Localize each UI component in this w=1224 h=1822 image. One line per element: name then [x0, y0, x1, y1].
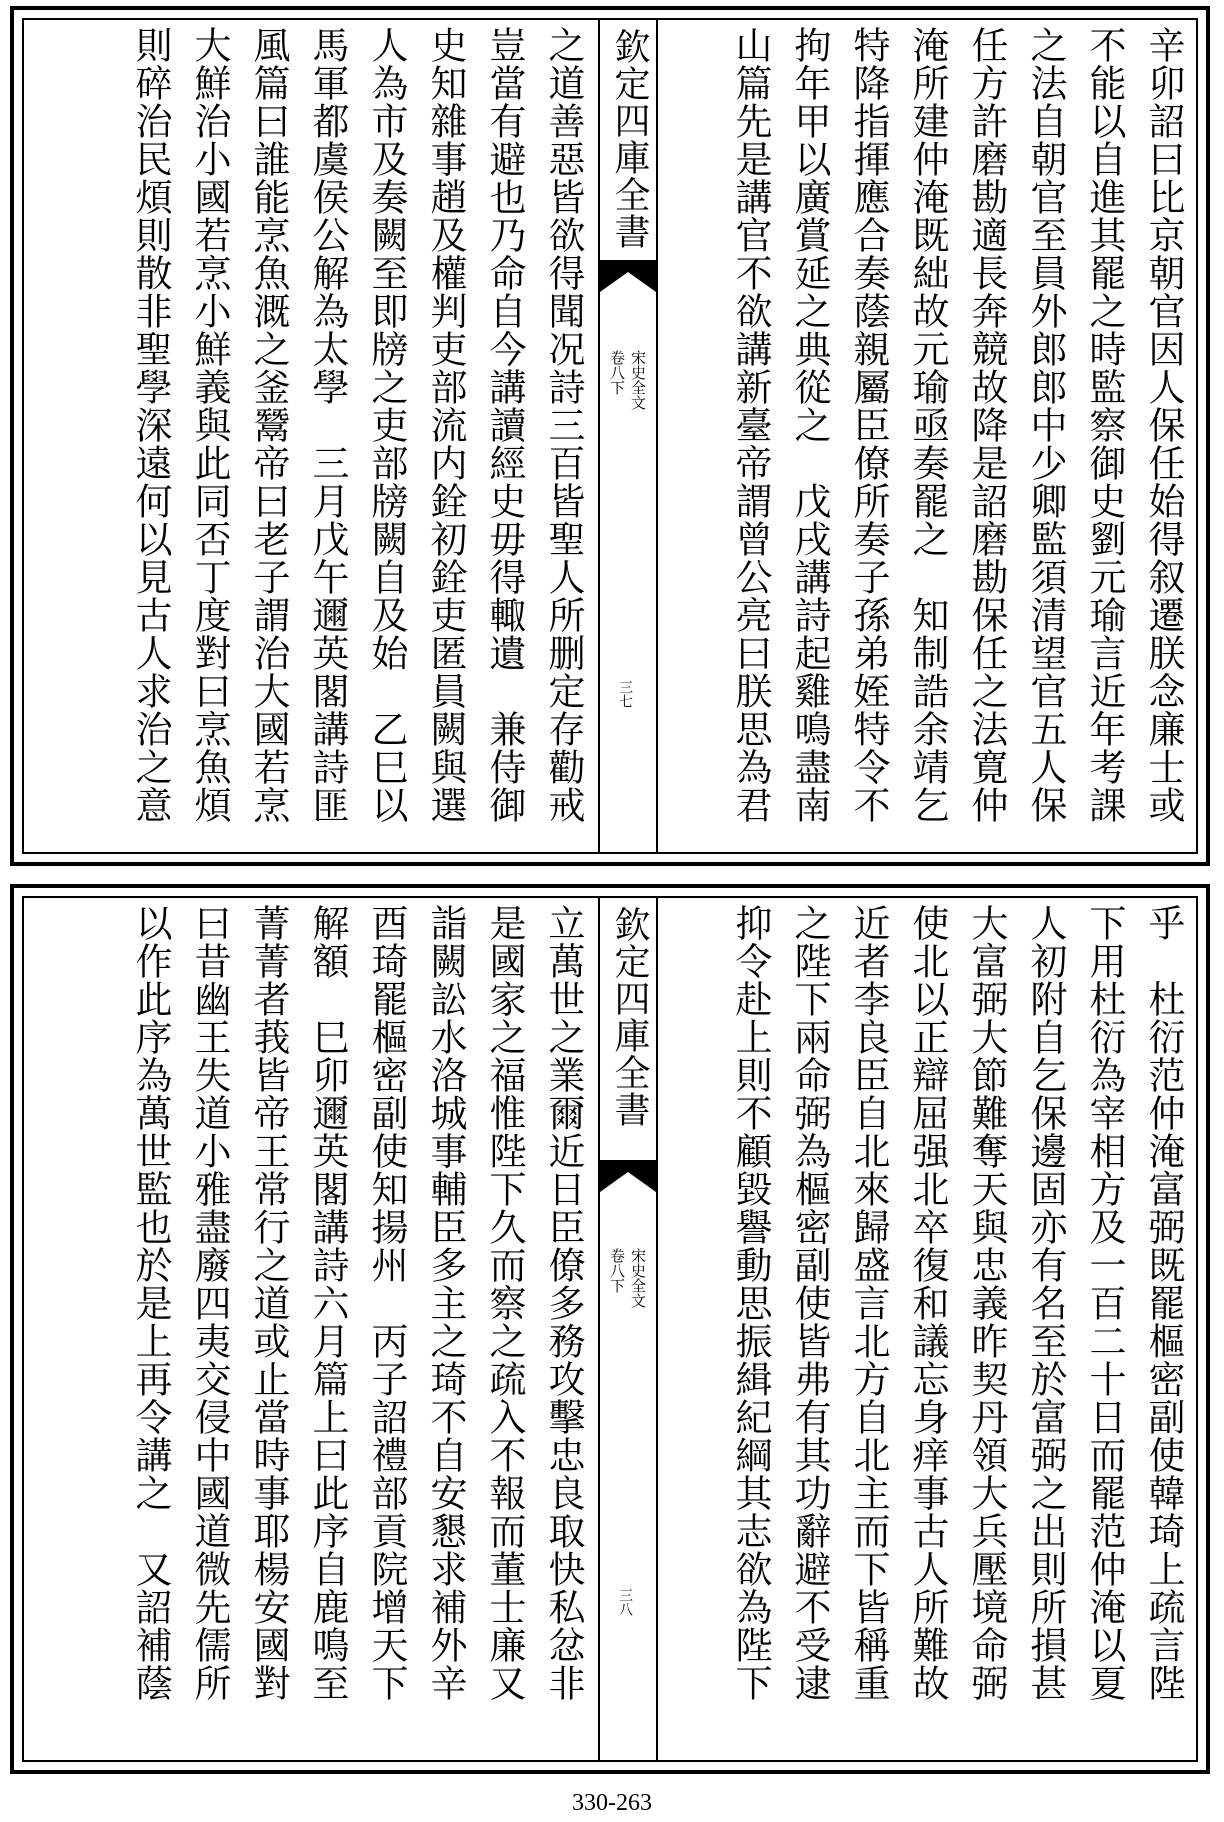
page-number: 三八: [617, 1588, 633, 1616]
footer-page-code: 330-263: [572, 1790, 652, 1816]
volume-label: 卷八下: [608, 1248, 626, 1293]
page-top: [10, 6, 1210, 866]
center-margin: [598, 20, 658, 852]
fish-tail-mark-icon: [600, 1160, 656, 1192]
text-column: 以作此序為萬世監也於是上再令講之 又詔補蔭: [129, 904, 172, 1702]
text-column: 馬軍都虞侯公解為太學 三月戊午邇英閣講詩匪: [306, 26, 349, 824]
text-column: 立萬世之業爾近日臣僚多務攻擊忠良取快私忿非: [542, 904, 585, 1702]
page-frame: [22, 18, 1198, 854]
text-column: 則碎治民煩則散非聖學深遠何以見古人求治之意: [129, 26, 172, 824]
text-column: 豈當有避也乃命自今講讀經史毋得輙遺 兼侍御: [483, 26, 526, 824]
text-column: 之陛下兩命弼為樞密副使皆弗有其功辭避不受逮: [788, 904, 831, 1702]
text-column: 菁菁者莪皆帝王常行之道或止當時事耶楊安國對: [247, 904, 290, 1702]
text-column: 之法自朝官至員外郎郎中少卿監須清望官五人保: [1024, 26, 1067, 824]
book-name: 宋史全文: [629, 350, 647, 410]
header-title: 欽定四庫全書: [609, 906, 650, 1128]
text-column: 解額 巳卯邇英閣講詩六月篇上曰此序自鹿鳴至: [306, 904, 349, 1702]
page-bottom: [10, 884, 1210, 1774]
header-title: 欽定四庫全書: [609, 28, 650, 250]
center-margin: [598, 898, 658, 1760]
text-column: 抑令赴上則不顧毀譽動思振緝紀綱其志欲為陛下: [729, 904, 772, 1702]
text-column: 下用杜衍為宰相方及一百二十日而罷范仲淹以夏: [1083, 904, 1126, 1702]
text-column: 史知雜事趙及權判吏部流内銓初銓吏匿員闕與選: [424, 26, 467, 824]
text-column: 任方許磨勘適長奔競故降是詔磨勘保任之法寛仲: [965, 26, 1008, 824]
text-column: 是國家之福惟陛下久而察之疏入不報而董士廉又: [483, 904, 526, 1702]
volume-label: 卷八下: [608, 350, 626, 395]
text-column: 淹所建仲淹既絀故元瑜亟奏罷之 知制誥余靖乞: [906, 26, 949, 824]
page-number: 三七: [617, 680, 633, 708]
text-column: 大鮮治小國若烹小鮮義與此同否丁度對曰烹魚煩: [188, 26, 231, 824]
fish-tail-mark-icon: [600, 260, 656, 292]
text-column: 人初附自乞保邊固亦有名至於富弼之出則所損甚: [1024, 904, 1067, 1702]
text-column: 曰昔幽王失道小雅盡廢四夷交侵中國道微先儒所: [188, 904, 231, 1702]
text-column: 大富弼大節難奪天與忠義昨契丹領大兵壓境命弼: [965, 904, 1008, 1702]
text-column: 拘年甲以廣賞延之典從之 戊戌講詩起雞鳴盡南: [788, 26, 831, 824]
text-column: 使北以正辯屈强北卒復和議忘身痒事古人所難故: [906, 904, 949, 1702]
text-column: 山篇先是講官不欲講新臺帝謂曾公亮曰朕思為君: [729, 26, 772, 824]
text-column: 酉琦罷樞密副使知揚州 丙子詔禮部貢院增天下: [365, 904, 408, 1702]
text-column: 風篇曰誰能烹魚溉之釜鬵帝曰老子謂治大國若烹: [247, 26, 290, 824]
text-column: 近者李良臣自北來歸盛言北方自北主而下皆稱重: [847, 904, 890, 1702]
text-column: 詣闕訟水洛城事輔臣多主之琦不自安懇求補外辛: [424, 904, 467, 1702]
text-column: 之道善惡皆欲得聞况詩三百皆聖人所删定存勸戒: [542, 26, 585, 824]
page-frame: [22, 896, 1198, 1762]
text-column: 不能以自進其罷之時監察御史劉元瑜言近年考課: [1083, 26, 1126, 824]
text-column: 乎 杜衍范仲淹富弼既罷樞密副使韓琦上疏言陛: [1142, 904, 1185, 1702]
text-column: 辛卯詔曰比京朝官因人保任始得叙遷朕念廉士或: [1142, 26, 1185, 824]
book-name: 宋史全文: [629, 1248, 647, 1308]
text-column: 人為市及奏闕至即牓之吏部牓闕自及始 乙巳以: [365, 26, 408, 824]
text-column: 特降指揮應合奏蔭親屬臣僚所奏子孫弟姪特令不: [847, 26, 890, 824]
